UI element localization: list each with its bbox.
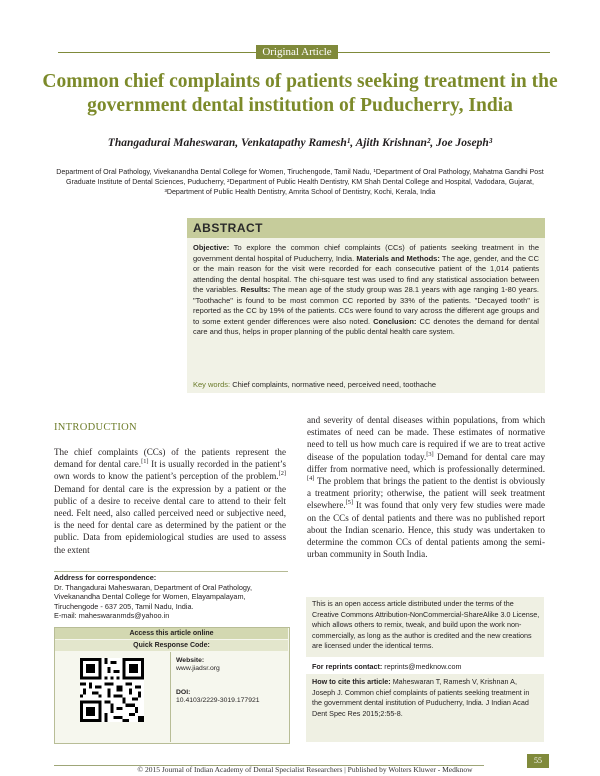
article-title: Common chief complaints of patients seeking treatment in the government dental institution of Puducherry, India bbox=[42, 71, 558, 116]
correspondence-line: Tiruchengode - 637 205, Tamil Nadu, India. bbox=[54, 601, 194, 611]
citation-ref: [3] bbox=[426, 450, 434, 458]
footer-text: © 2015 Journal of Indian Academy of Dental Specialist Researchers | Published by Wolters Kluwer - Medknow bbox=[137, 765, 473, 774]
reprints bbox=[312, 662, 540, 671]
citation-ref: [2] bbox=[278, 470, 286, 478]
website-link[interactable]: www.jiadsr.org bbox=[176, 665, 220, 672]
keywords-text: Chief complaints, normative need, perceived need, toothache bbox=[232, 380, 437, 389]
citation-ref: [1] bbox=[141, 458, 149, 466]
cite-citation: Maheswaran T, Ramesh V, Krishnan A, Joseph J. Common chief complaints of patients seeking treatment in the government dental institution of Puducherry, India. J Indian Acad Dent Spec Res 2015;2:55-8. bbox=[312, 677, 530, 718]
intro-col2-text: The problem that brings the patient to the dentist is obviously a treatment priority; otherwise, the patient will seek treatment elsewhere. bbox=[307, 476, 545, 511]
affiliations: Department of Oral Pathology, Vivekanandha Dental College for Women, Tiruchengode, Tamil Nadu, ¹Department of Oral Pathology, Mahatma Gandhi Post Graduate Institute of Dental Sciences, Puducherry, ²Department of Public Health Dentistry, KM Shah Dental College and Hospital, Vadodara, Gujarat, ³Department of Public Health Dentistry, Amrita School of Dentistry, Kochi, Kerala, India bbox=[56, 168, 544, 196]
objective-text: To explore the common chief complaints (CCs) of patients seeking treatment in the government dental hospital of Puducherry, India. bbox=[193, 243, 540, 263]
reprints-label: For reprints contact: bbox=[312, 662, 383, 671]
methods-label: Materials and Methods: bbox=[356, 253, 440, 263]
results-label: Results: bbox=[240, 285, 271, 294]
introduction-heading: INTRODUCTION bbox=[54, 422, 137, 433]
intro-column-2 bbox=[307, 414, 545, 560]
license-text: This is an open access article distributed under the terms of the Creative Commons Attribution-NonCommercial-ShareAlike 3.0 License, which allows others to remix, tweak, and build upon the work non-commercially, as long as the author is credited and the new creations are licensed under the identical terms. bbox=[312, 599, 540, 650]
intro-col1-text: It is usually recorded in the patient’s own words to know the patient’s perception of the problem. bbox=[54, 459, 286, 482]
intro-col2-text: Demand for dental care may differ from normative need, which is professionally determined. bbox=[307, 451, 545, 474]
qr-heading: Quick Response Code: bbox=[55, 640, 288, 651]
intro-col1-text: Demand for dental care is the expression by a patient or the public of a desire to receive dental care to attend to their felt need. Felt need, also called perceived need or subjective need, is the need for dental care as determined by the patient or the public. Data from epidemiological studies are used to assess the extent bbox=[54, 483, 286, 555]
cite-label: How to cite this article: bbox=[312, 677, 391, 686]
correspondence bbox=[54, 573, 288, 621]
intro-col1-text: The chief complaints (CCs) of the patients represent the demand for dental care. bbox=[54, 447, 286, 470]
doi-label: DOI: bbox=[176, 689, 191, 696]
citation-ref: [4] bbox=[307, 474, 315, 482]
access-heading: Access this article online bbox=[55, 628, 288, 639]
objective-label: Objective: bbox=[193, 243, 230, 252]
reprints-email[interactable]: reprints@medknow.com bbox=[384, 662, 462, 671]
section-tag: Original Article bbox=[256, 45, 338, 59]
authors: Thangadurai Maheswaran, Venkatapathy Ramesh¹, Ajith Krishnan², Joe Joseph³ bbox=[107, 137, 493, 149]
correspondence-line: Dr. Thangadurai Maheswaran, Department of Oral Pathology, bbox=[54, 582, 253, 592]
methods-text: The age, gender, and the CC or the main reason for the visit were recorded for each consecutive patient of the 1,014 patients attending the dental hospital. The chi-square test was used to find any statistical association between the variables. bbox=[193, 253, 539, 294]
correspondence-line: Vivekanandha Dental College for Women, Elayampalayam, bbox=[54, 592, 246, 601]
website-label: Website: bbox=[176, 657, 205, 664]
keywords bbox=[193, 380, 539, 389]
correspondence-rule bbox=[54, 571, 288, 572]
correspondence-email: E-mail: maheswaranmds@yahoo.in bbox=[54, 611, 170, 620]
cite-text bbox=[312, 677, 540, 719]
correspondence-heading: Address for correspondence: bbox=[54, 573, 157, 582]
qr-code-icon[interactable] bbox=[80, 658, 144, 722]
doi-link[interactable]: 10.4103/2229-3019.177921 bbox=[176, 697, 260, 704]
page-number: 55 bbox=[527, 754, 549, 768]
results-text: The mean age of the study group was 28.1 years with age ranging 1-80 years. "Toothache" is found to be most common CC reported by 33% of the patients. "Decayed tooth" is reported as the CC by 19% of the patients. CCs were found to vary across the different age groups and to some extent gender differences were also noted. bbox=[193, 285, 539, 326]
abstract-text bbox=[193, 243, 539, 338]
conclusion-text: CC denotes the demand for dental care and thus, helps in proper planning of the public dental health care system. bbox=[193, 316, 539, 336]
access-divider bbox=[170, 652, 171, 742]
conclusion-label: Conclusion: bbox=[373, 316, 417, 326]
intro-column-1 bbox=[54, 446, 286, 556]
abstract-heading: ABSTRACT bbox=[193, 221, 263, 235]
keywords-label: Key words: bbox=[193, 380, 231, 389]
intro-col2-text: and severity of dental diseases within populations, from which estimates of need can be made. These estimates of normative need to tell us how much care is required if we are to treat active disease of the population today. bbox=[307, 415, 545, 462]
citation-ref: [5] bbox=[345, 499, 354, 507]
intro-col2-text: It was found that only very few studies were made on the CCs of dental patients and there was no published report about the Indian scenario. Hence, this study was undertaken to determine the common CCs of dental patients among the semi-urban community in South India. bbox=[307, 500, 545, 560]
